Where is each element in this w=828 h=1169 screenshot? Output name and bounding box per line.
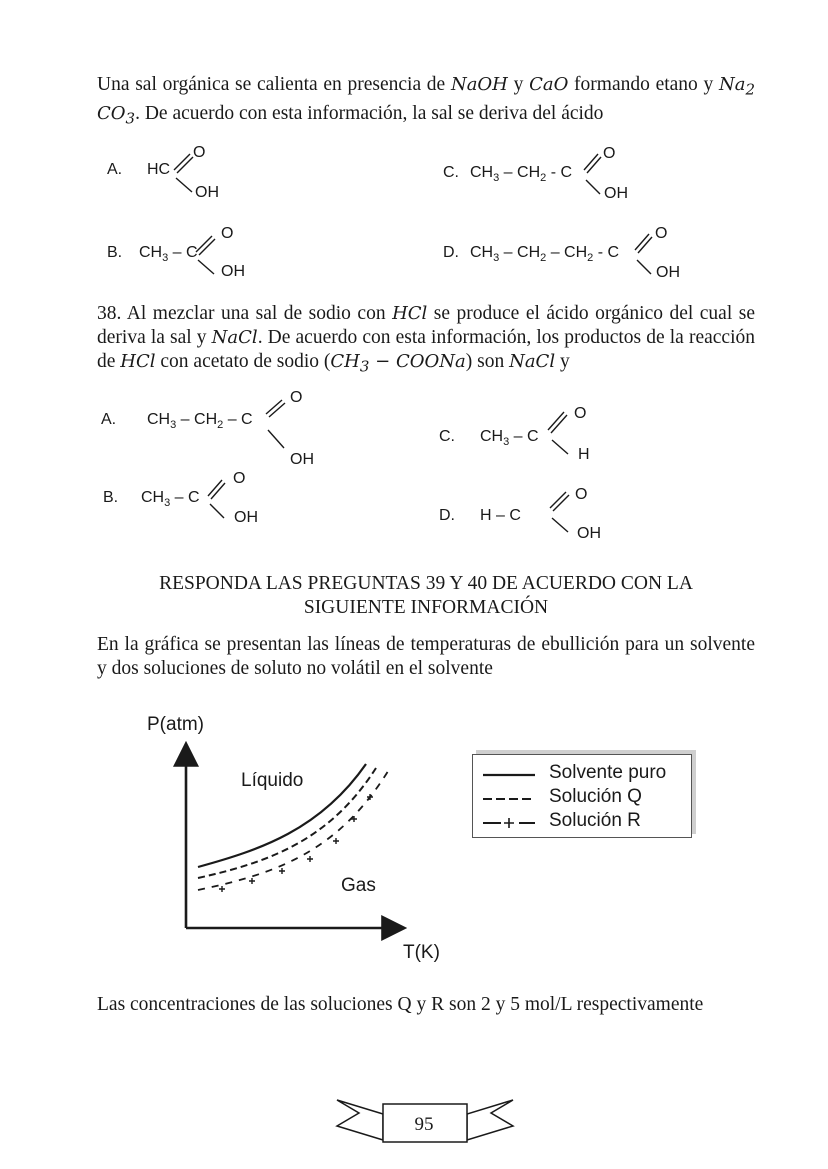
na2co3-formula: $Na_2$ $CO_3$	[97, 74, 755, 128]
boiling-point-graph	[140, 710, 440, 970]
region-gas-label: Gas	[341, 875, 376, 896]
legend-line-samples	[481, 757, 541, 837]
legend-solucion-r: Solución R	[549, 810, 641, 831]
q38-statement: 38. Al mezclar una sal de sodio con HCl se produce el ácido orgánico del cual se deriva la sal y NaCl. De acuerdo con esta información, los productos de la reacción de HCl con acetato de sodio ($CH_3$ − COONa) son NaCl y	[97, 303, 755, 376]
carboxyl-bonds	[540, 404, 600, 464]
graph-intro: En la gráfica se presentan las líneas de temperaturas de ebullición para un solvente y dos soluciones de soluto no volátil en el solvente	[97, 634, 755, 679]
option-d-formula: $CH_3 - CH_2 - CH_2$ - C	[470, 244, 620, 265]
region-liquid-label: Líquido	[241, 770, 304, 791]
q37-statement: Una sal orgánica se calienta en presencia de NaOH y CaO formando etano y $Na_2$ $CO_3$. De acuerdo con esta información, la sal se deriva del ácido	[97, 74, 755, 128]
legend-solucion-q: Solución Q	[549, 786, 642, 807]
cao-formula: CaO	[529, 74, 569, 95]
graph-legend	[472, 754, 692, 838]
option-c-formula: $CH_3 - CH_2$ - C	[470, 164, 573, 185]
x-axis-label: T(K)	[403, 942, 440, 963]
option-a-formula: HC	[147, 161, 171, 178]
option-b-formula: $CH_3$ – C	[139, 244, 198, 265]
y-axis-label: P(atm)	[147, 714, 204, 735]
concentrations-statement: Las concentraciones de las soluciones Q y R son 2 y 5 mol/L respectivamente	[97, 994, 704, 1015]
page-number: 95	[414, 1114, 434, 1135]
legend-solvente-puro: Solvente puro	[549, 762, 667, 783]
section-heading: RESPONDA LAS PREGUNTAS 39 Y 40 DE ACUERDO CON LA SIGUIENTE INFORMACIÓN	[159, 573, 693, 618]
naoh-formula: NaOH	[450, 74, 508, 95]
carboxyl-bonds	[256, 390, 316, 460]
